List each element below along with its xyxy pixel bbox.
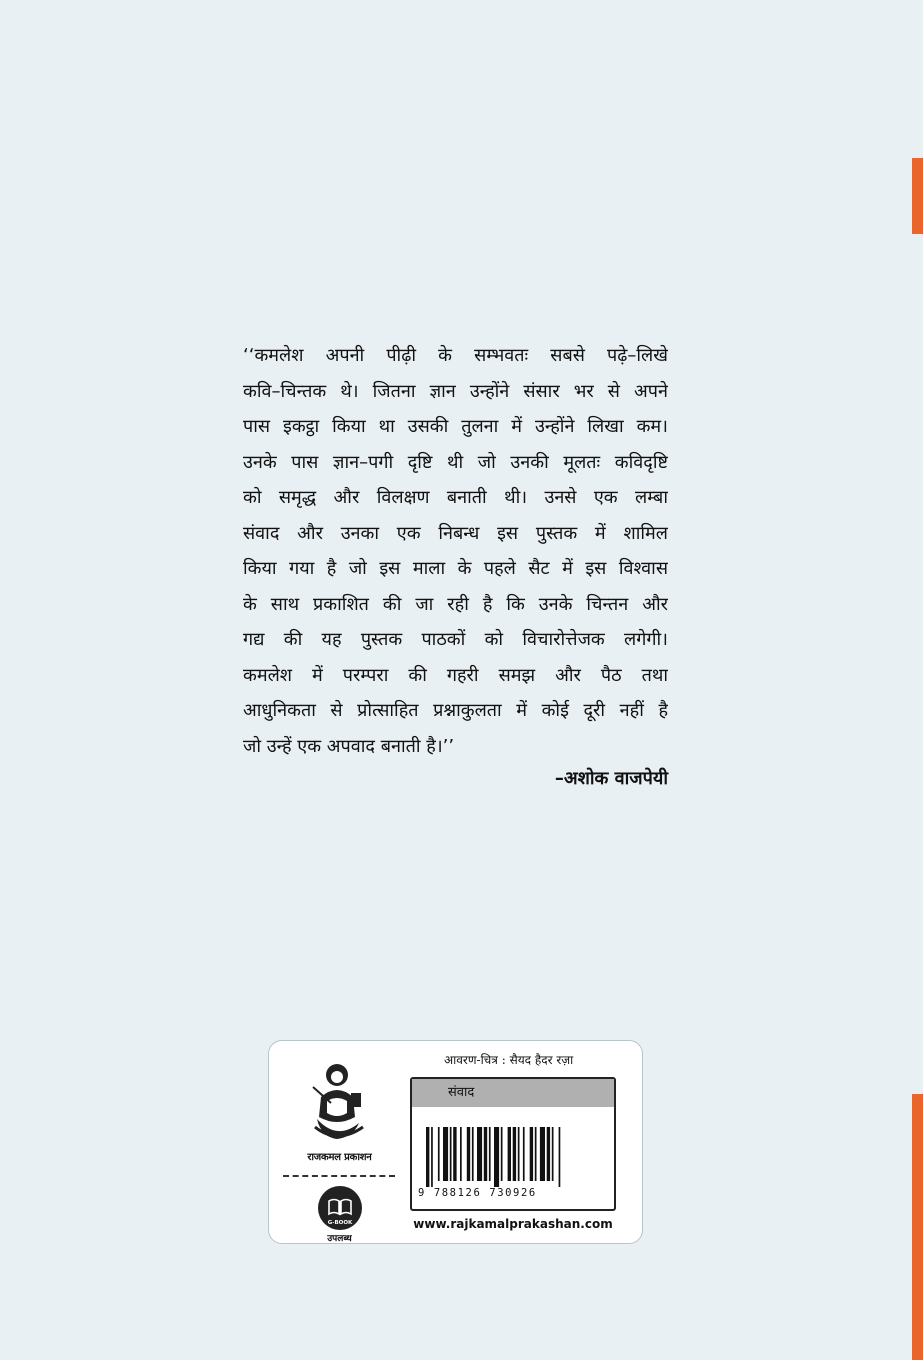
cover-credit: आवरण-चित्र : सैयद हैदर रज़ा <box>444 1053 574 1067</box>
barcode-stripe <box>484 1127 487 1181</box>
g-book-availability-label: उपलब्ध <box>327 1234 352 1244</box>
barcode-stripe <box>530 1127 533 1181</box>
barcode-stripe <box>467 1127 470 1181</box>
quote-line-3: पास इकट्ठा किया था उसकी तुलना में उन्होंने लिखा कम। <box>243 416 668 437</box>
barcode-stripe <box>472 1127 474 1181</box>
quote-line-11: आधुनिकता से प्रोत्साहित प्रश्नाकुलता में कोई दूरी नहीं है <box>243 700 668 721</box>
quote-line-4: उनके पास ज्ञान–पगी दृष्टि थी जो उनकी मूलतः कविदृष्टि <box>243 451 668 473</box>
barcode-stripe <box>547 1127 550 1181</box>
barcode-book-title: संवाद <box>412 1079 614 1107</box>
publisher-website: www.rajkamalprakashan.com <box>413 1217 613 1231</box>
barcode-stripe <box>508 1127 511 1181</box>
quote-line-10: कमलेश में परम्परा की गहरी समझ और पैठ तथा <box>243 664 668 686</box>
isbn-number: 9 788126 730926 <box>418 1187 537 1199</box>
barcode-stripe <box>460 1127 462 1181</box>
barcode-icon <box>426 1127 602 1187</box>
publisher-name: राजकमल प्रकाशन <box>307 1152 372 1163</box>
barcode-stripe <box>477 1127 482 1181</box>
accent-bar-top <box>912 158 923 234</box>
barcode-stripe <box>431 1127 433 1187</box>
quote-line-9: गद्य की यह पुस्तक पाठकों को विचारोत्तेजक लगेगी। <box>243 629 668 650</box>
publisher-logo-area <box>277 1053 402 1243</box>
barcode-stripe <box>494 1127 499 1187</box>
barcode-stripe <box>489 1127 491 1181</box>
g-book-icon-label: G-BOOK <box>327 1220 353 1226</box>
barcode-stripe <box>426 1127 429 1187</box>
barcode-stripe <box>552 1127 554 1181</box>
barcode-stripe <box>535 1127 537 1181</box>
quote-line-7: किया गया है जो इस माला के पहले सैट में इस विश्वास <box>243 558 668 579</box>
barcode-stripe <box>523 1127 525 1181</box>
barcode-stripe <box>513 1127 516 1181</box>
quote-line-12: जो उन्हें एक अपवाद बनाती है।’’ <box>243 735 455 757</box>
divider <box>283 1175 395 1177</box>
accent-bar-bottom <box>912 1094 923 1360</box>
publisher-info-box <box>268 1040 643 1244</box>
barcode-stripe <box>453 1127 456 1181</box>
barcode-stripe <box>518 1127 520 1181</box>
quote-line-1: ‘‘कमलेश अपनी पीढ़ी के सम्भवतः सबसे पढ़े–लिखे <box>243 345 668 366</box>
quote-line-6: संवाद और उनका एक निबन्ध इस पुस्तक में शामिल <box>243 522 668 544</box>
blurb-quote <box>243 338 668 764</box>
quote-line-8: के साथ प्रकाशित की जा रही है कि उनके चिन्तन और <box>243 593 668 615</box>
quote-attribution: –अशोक वाजपेयी <box>554 768 668 789</box>
barcode-stripe <box>450 1127 452 1181</box>
barcode-card <box>410 1077 616 1211</box>
publisher-mascot-icon <box>307 1057 371 1147</box>
barcode-stripe <box>501 1127 503 1181</box>
quote-line-5: को समृद्ध और विलक्षण बनाती थी। उनसे एक लम्बा <box>243 487 668 508</box>
barcode-stripe <box>438 1127 440 1181</box>
quote-line-2: कवि–चिन्तक थे। जितना ज्ञान उन्होंने संसार भर से अपने <box>243 380 668 402</box>
barcode-stripe <box>559 1127 561 1187</box>
barcode-stripe <box>540 1127 545 1181</box>
g-book-icon <box>318 1186 362 1230</box>
barcode-stripe <box>443 1127 448 1181</box>
